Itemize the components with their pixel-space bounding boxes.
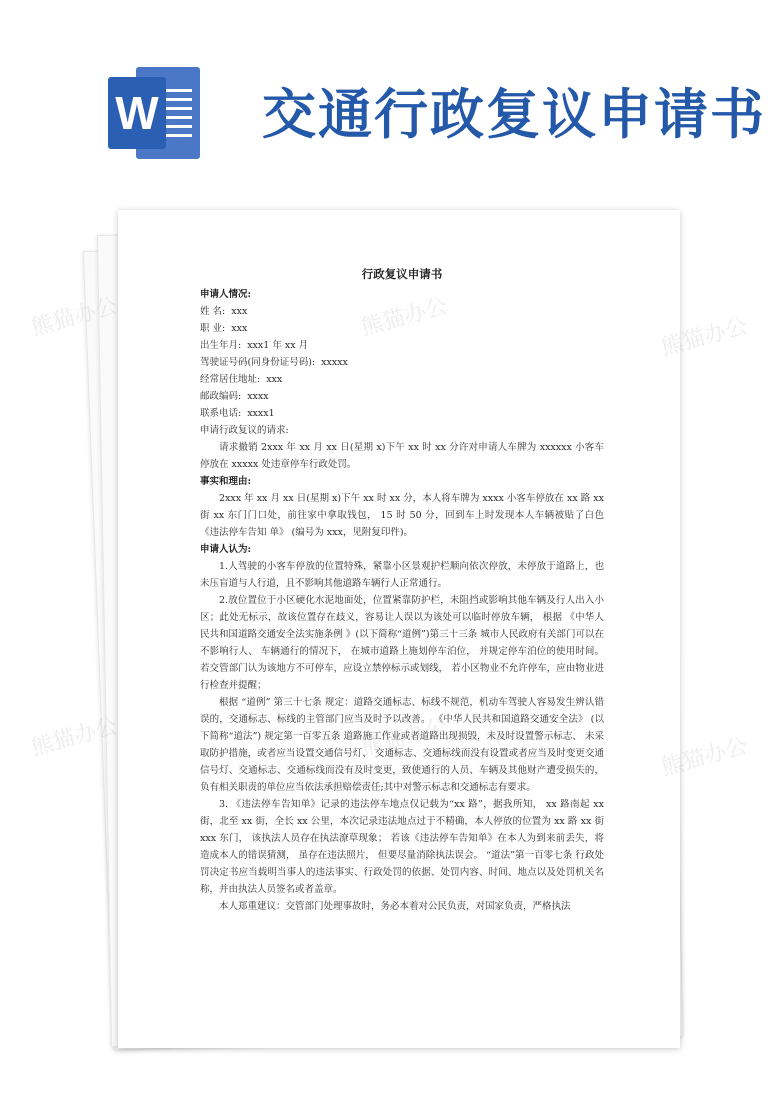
- opinion-heading: 申请人认为:: [200, 544, 252, 555]
- opinion-point: 3. 《违法停车告知单》记录的违法停车地点仅记载为“xx 路”，据我所知， xx 路南起 xx 街，北至 xx 街，全长 xx 公里，本次记录违法地点过于不精确，本人停放的位置为 xx 路 xx 街 xxx 东门， 该执法人员存在执法潦草现象； 若该《违法停车告知单》在本人为到来前丢失，将造成本人的错误猜测， 虽存在违法照片， 但要尽量消除执法误会。 “道法”第一百零七条 行政处罚决定书应当载明当事人的违法事实、行政处罚的依据、处罚内容、时间、地点以及处罚机关名称，并由执法人员签名或者盖章。: [200, 799, 604, 895]
- field-value: xxx: [231, 306, 248, 317]
- field-label: 经常居住地址:: [200, 374, 261, 385]
- field-phone: [200, 405, 604, 422]
- field-license: [200, 354, 604, 371]
- facts-text: 2xxx 年 xx 月 xx 日(星期 x)下午 xx 时 xx 分，本人将车牌为 xxxx 小客车停放在 xx 路 xx 街 xx 东门门口处，前往家中拿取钱包， 15 时 50 分，回到车上时发现本人车辆被贴了白色《违法停车告知 单》 (编号为 xxx，见附复印件)。: [200, 493, 604, 538]
- document-content: [200, 266, 604, 915]
- field-value: xxxxx: [321, 357, 348, 368]
- field-postcode: [200, 388, 604, 405]
- field-name: [200, 303, 604, 320]
- field-value: xxxx1: [247, 408, 275, 419]
- word-document-icon: [108, 67, 200, 159]
- field-label: 驾驶证号码(同身份证号码):: [200, 357, 316, 368]
- watermark: 熊猫办公: [658, 313, 751, 361]
- word-icon-letter: W: [108, 77, 166, 149]
- opinion-point: 本人郑重建议：交管部门处理事故时，务必本着对公民负责，对国家负责，严格执法: [219, 901, 571, 912]
- opinion-point: 1.人驾驶的小客车停放的位置特殊，紧靠小区景观护栏顺向依次停放，未停放于道路上，也未压盲道与人行道，且不影响其他道路车辆行人正常通行。: [200, 561, 604, 589]
- field-label: 邮政编码:: [200, 391, 242, 402]
- field-value: xxxx: [247, 391, 269, 402]
- field-label: 出生年月:: [200, 340, 242, 351]
- opinion-point: 2.放位置位于小区硬化水泥地面处，位置紧靠防护栏，未阻挡或影响其他车辆及行人出入小区；此处无标示，故该位置存在歧义，容易让人误以为该处可以临时停放车辆， 根据 《中华人民共和国道路交通安全法实施条例 》(以下简称“道例”)第三十三条 城市人民政府有关部门可以在不影响行人、 车辆通行的情况下， 在城市道路上施划停车泊位， 并规定停车泊位的使用时间。 若交管部门认为该地方不可停车，应设立禁停标示或划线， 若小区物业不允许停车，应由物业进行检查并提醒；: [200, 595, 604, 691]
- applicant-heading: 申请人情况:: [200, 289, 252, 300]
- field-value: xxx: [266, 374, 283, 385]
- field-address: [200, 371, 604, 388]
- field-value: xxx1 年 xx 月: [247, 340, 309, 351]
- field-occupation: [200, 320, 604, 337]
- request-label: 申请行政复议的请求:: [200, 425, 289, 436]
- watermark: 熊猫办公: [28, 713, 121, 761]
- header-banner: [0, 0, 780, 180]
- field-label: 联系电话:: [200, 408, 242, 419]
- facts-heading: 事实和理由:: [200, 476, 252, 487]
- field-label: 姓 名:: [200, 306, 226, 317]
- field-birth: [200, 337, 604, 354]
- field-label: 职 业:: [200, 323, 226, 334]
- banner-title: 交通行政复议申请书: [262, 83, 766, 146]
- watermark: 熊猫办公: [658, 733, 751, 781]
- opinion-point: 根据 “道例” 第三十七条 规定：道路交通标志、标线不规范，机动车驾驶人容易发生辨认错误的，交通标志、标线的主管部门应当及时予以改善。 《中华人民共和国道路交通安全法》 (以下简称“道法”) 规定第一百零五条 道路施工作业或者道路出现损毁，未及时设置警示标志、 未采取防护措施，或者应当设置交通信号灯、 交通标志、交通标线而没有设置或者应当及时变更交通信号灯、交通标志、交通标线而没有及时变更，致使通行的人员、车辆及其他财产遭受损失的，负有相关职责的单位应当依法承担赔偿责任;其中对警示标志和交通标志有要求。: [200, 697, 604, 793]
- document-page: [118, 210, 680, 1048]
- watermark: 熊猫办公: [28, 293, 121, 341]
- document-title: 行政复议申请书: [361, 267, 443, 281]
- request-text: 请求撤销 2xxx 年 xx 月 xx 日(星期 x)下午 xx 时 xx 分许对申请人车牌为 xxxxxx 小客车停放在 xxxxx 处违章停车行政处罚。: [200, 442, 604, 470]
- field-value: xxx: [231, 323, 248, 334]
